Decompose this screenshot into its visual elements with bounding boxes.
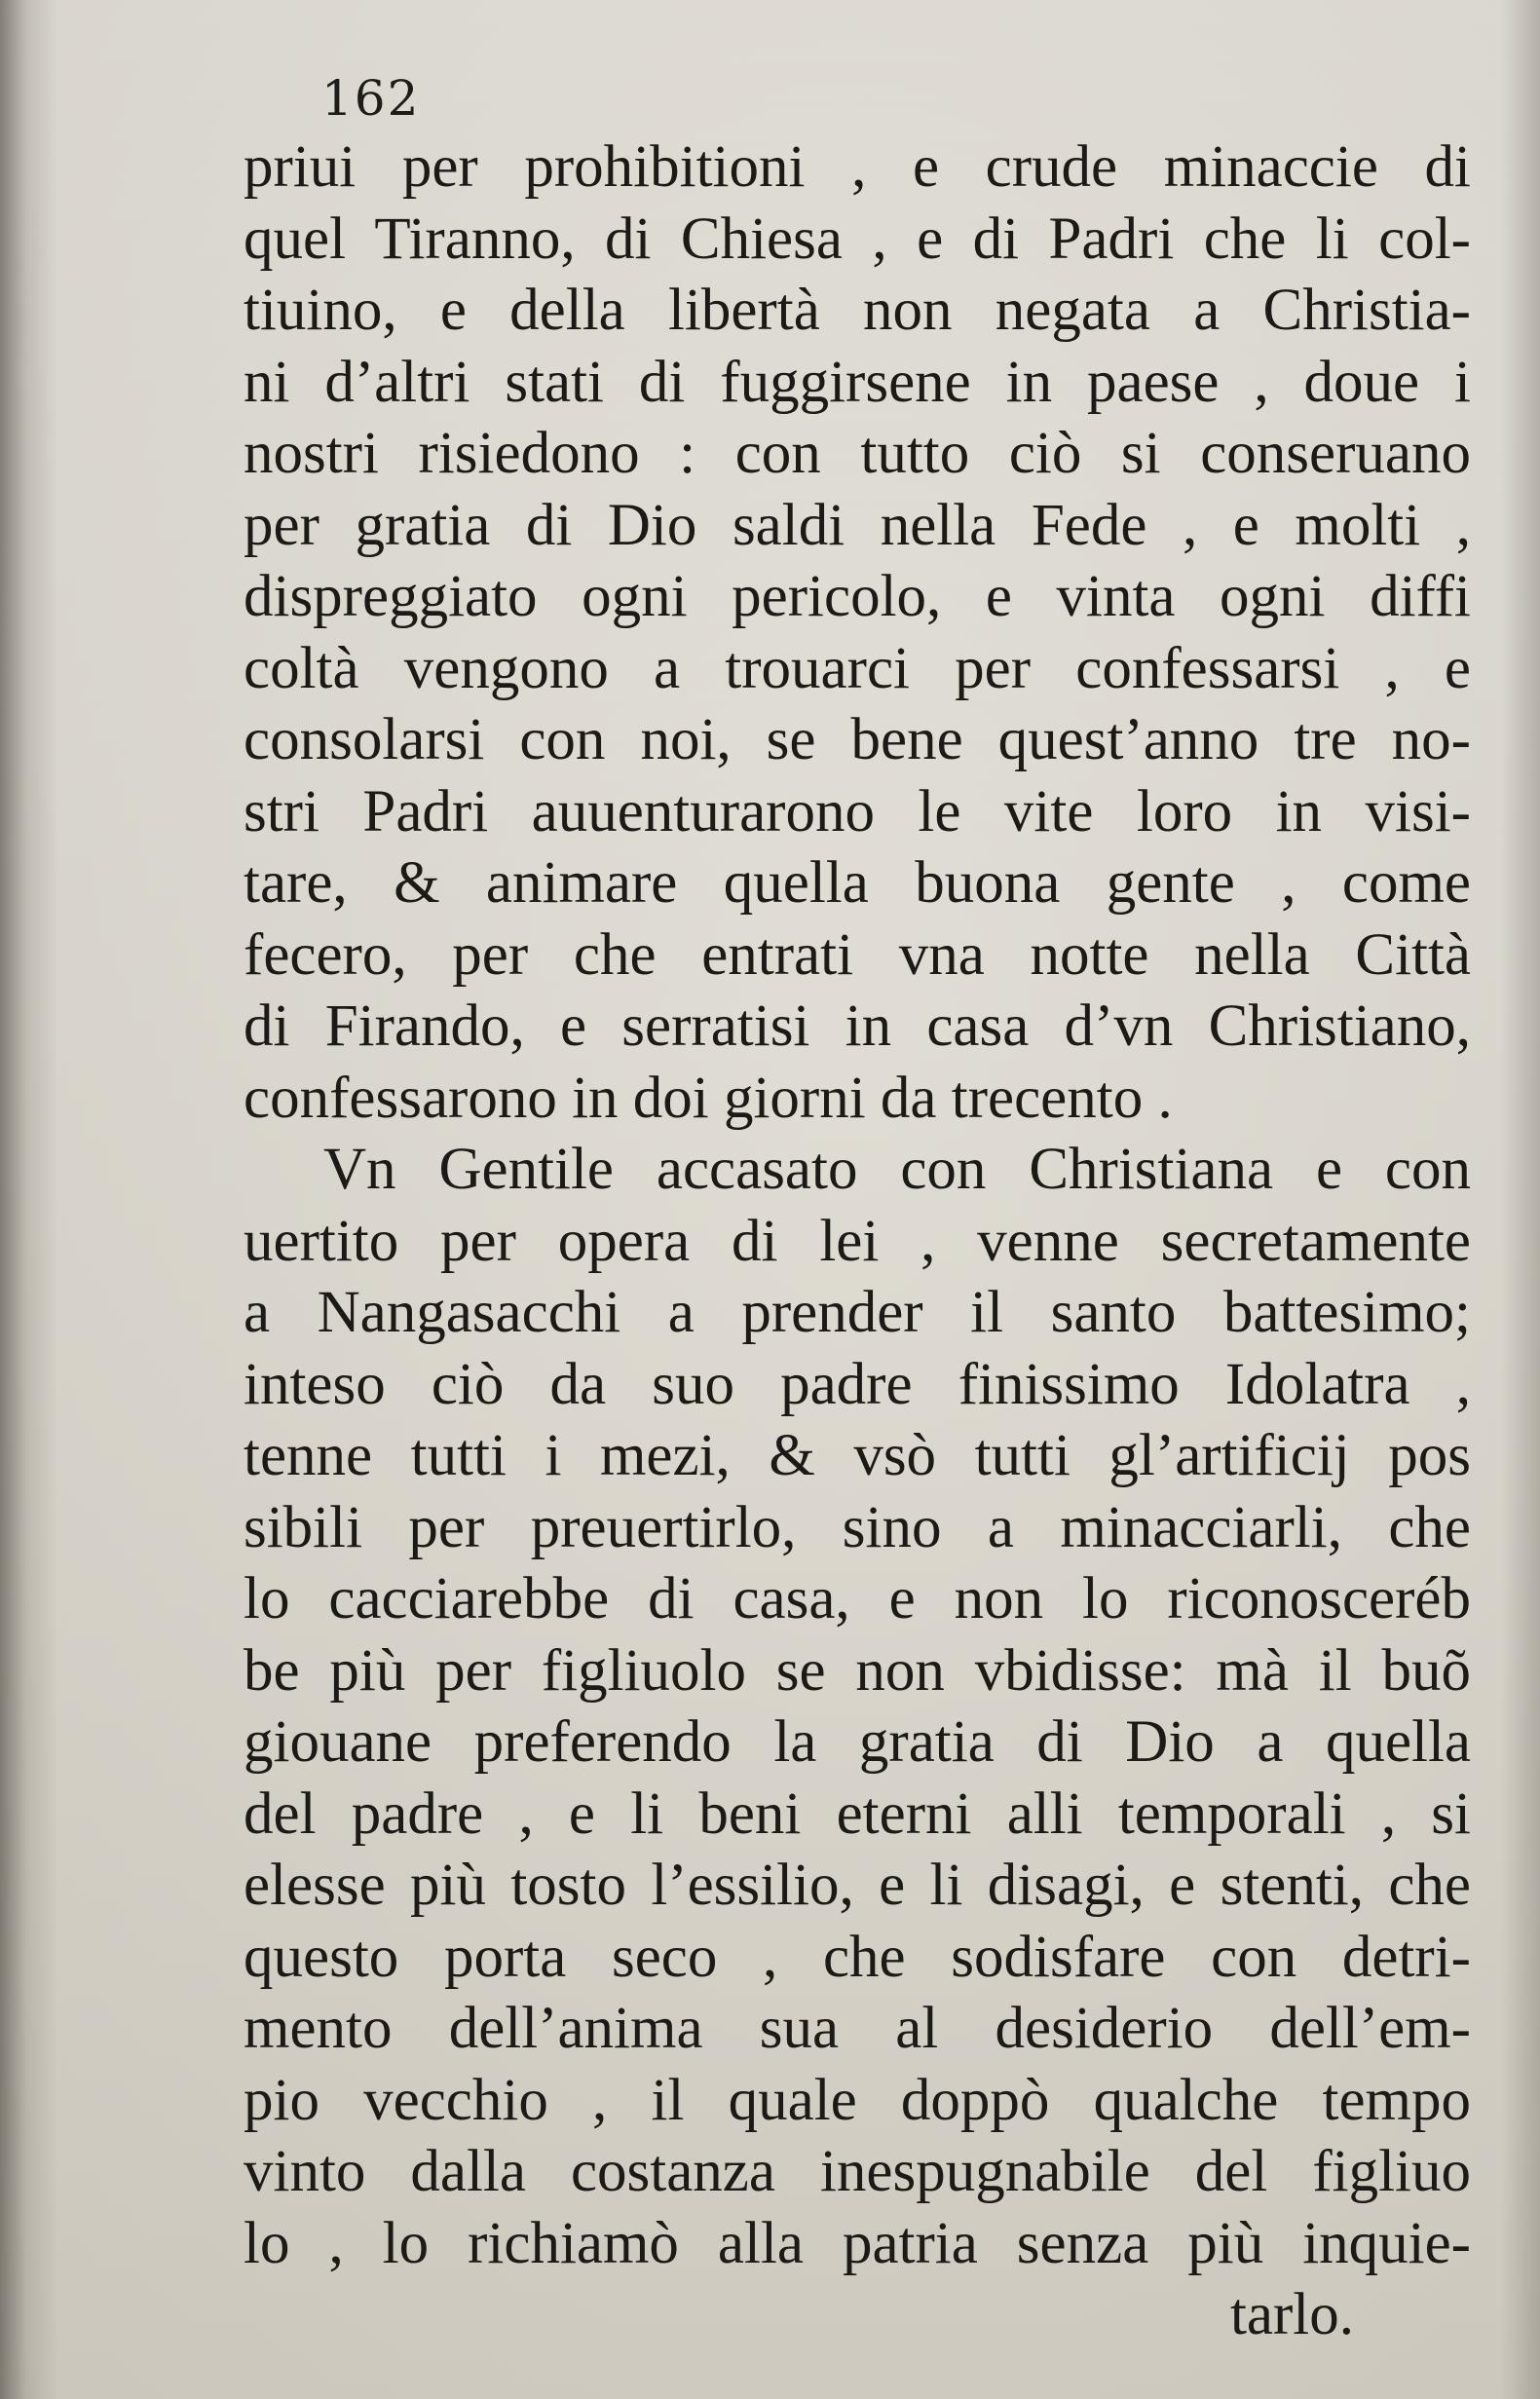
text-line: confessarono in doi giorni da trecento . xyxy=(244,1065,1173,1131)
text-line: tenne tutti i mezi, & vsò tutti gl’artificij pos xyxy=(244,1423,1471,1488)
text-line: nostri risiedono : con tutto ciò si conseruano xyxy=(244,421,1471,486)
binding-gutter-shadow xyxy=(0,0,58,2399)
text-line: lo , lo richiamò alla patria senza più inquie- xyxy=(244,2210,1471,2276)
text-line: ni d’altri stati di fuggirsene in paese , doue i xyxy=(244,349,1471,415)
text-line: vinto dalla costanza inespugnabile del figliuo xyxy=(244,2139,1471,2204)
text-line: dispreggiato ogni pericolo, e vinta ogni diffi xyxy=(244,564,1471,629)
text-line: pio vecchio , il quale doppò qualche tempo xyxy=(244,2067,1471,2133)
text-line: uertito per opera di lei , venne secretamente xyxy=(244,1208,1471,1274)
text-line: coltà vengono a trouarci per confessarsi , e xyxy=(244,635,1471,701)
text-line: per gratia di Dio saldi nella Fede , e molti , xyxy=(244,492,1471,558)
text-line: tarlo. xyxy=(1229,2282,1354,2347)
text-line: stri Padri auuenturarono le vite loro in visi- xyxy=(244,778,1471,844)
text-line: tare, & animare quella buona gente , come xyxy=(244,850,1471,916)
page-number: 162 xyxy=(321,70,421,127)
body-text xyxy=(244,131,1471,2351)
text-line: mento dell’anima sua al desiderio dell’em- xyxy=(244,1996,1471,2061)
text-line: be più per figliuolo se non vbidisse: mà il buõ xyxy=(244,1637,1471,1704)
text-line: priui per prohibitioni , e crude minaccie di xyxy=(244,134,1471,200)
text-line: a Nangasacchi a prender il santo battesimo; xyxy=(244,1280,1471,1345)
text-line: Vn Gentile accasato con Christiana e con xyxy=(323,1137,1471,1202)
text-line: quel Tiranno, di Chiesa , e di Padri che li col- xyxy=(244,206,1471,272)
text-line: giouane preferendo la gratia di Dio a quella xyxy=(244,1709,1471,1775)
text-line: di Firando, e serratisi in casa d’vn Christiano, xyxy=(244,993,1471,1059)
text-line: fecero, per che entrati vna notte nella Città xyxy=(244,921,1471,988)
text-line: sibili per preuertirlo, sino a minacciarli, che xyxy=(244,1494,1471,1560)
text-line: consolarsi con noi, se bene quest’anno tre no- xyxy=(244,707,1471,772)
text-line: del padre , e li beni eterni alli temporali , si xyxy=(244,1781,1471,1847)
text-line: elesse più tosto l’essilio, e li disagi, e stenti, che xyxy=(244,1853,1471,1918)
text-line: lo cacciarebbe di casa, e non lo riconosceréb xyxy=(244,1566,1471,1631)
text-line: inteso ciò da suo padre finissimo Idolatra , xyxy=(244,1351,1471,1417)
text-line: questo porta seco , che sodisfare con detri- xyxy=(244,1924,1471,1990)
page-edge-shadow xyxy=(1501,0,1540,2399)
text-line: tiuino, e della libertà non negata a Christia- xyxy=(244,278,1471,343)
